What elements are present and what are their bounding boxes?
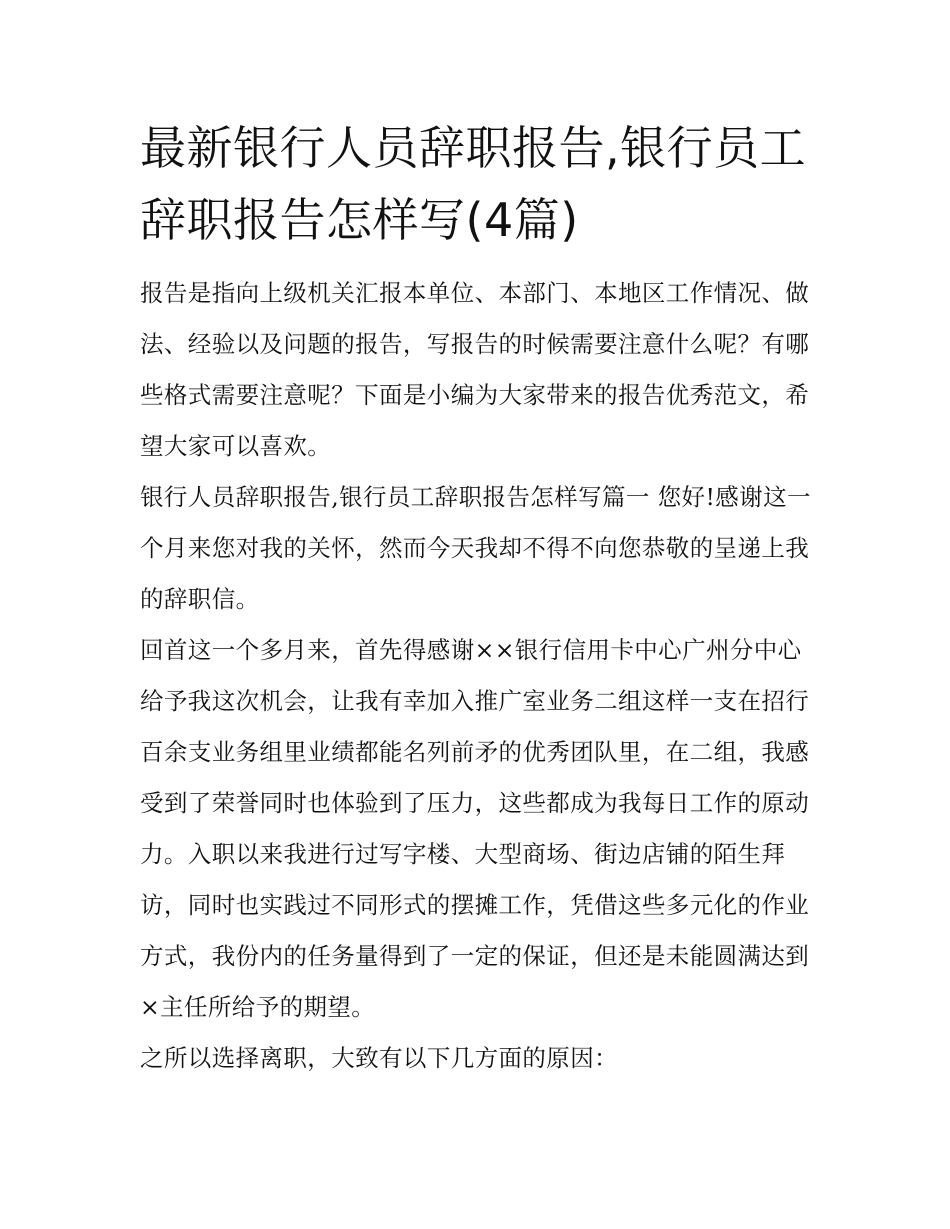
document-body [140,112,812,1084]
paragraph-experience: 回首这一个多月来，首先得感谢××银行信用卡中心广州分中心给予我这次机会，让我有幸加入推广室业务二组这样一支在招行百余支业务组里业绩都能名列前矛的优秀团队里，在二组，我感受到了荣誉同时也体验到了压力，这些都成为我每日工作的原动力。入职以来我进行过写字楼、大型商场、街边店铺的陌生拜访，同时也实践过不同形式的摆摊工作，凭借这些多元化的作业方式，我份内的任务量得到了一定的保证，但还是未能圆满达到×主任所给予的期望。 [140,636,810,1021]
document-title: 最新银行人员辞职报告,银行员工辞职报告怎样写(4篇) [140,121,807,247]
paragraph-greeting: 银行人员辞职报告,银行员工辞职报告怎样写篇一 您好!感谢这一个月来您对我的关怀，然而今天我却不得不向您恭敬的呈递上我的辞职信。 [140,483,811,613]
paragraph-reasons: 之所以选择离职，大致有以下几方面的原因： [140,1044,618,1072]
paragraph-intro: 报告是指向上级机关汇报本单位、本部门、本地区工作情况、做法、经验以及问题的报告，写报告的时候需要注意什么呢？有哪些格式需要注意呢？下面是小编为大家带来的报告优秀范文，希望大家可以喜欢。 [140,279,810,460]
